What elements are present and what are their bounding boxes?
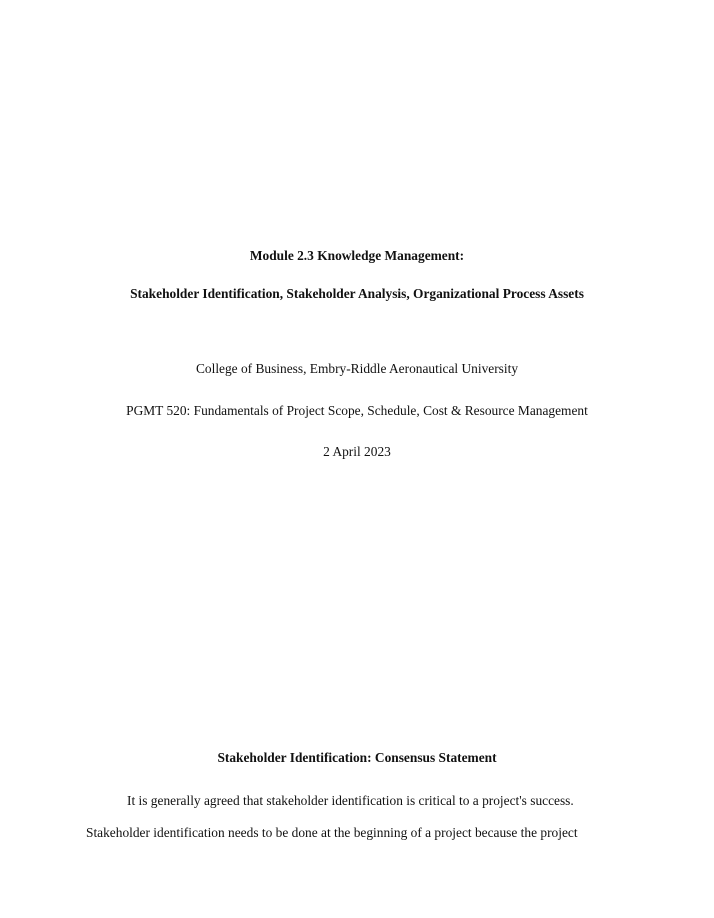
date-line: 2 April 2023 bbox=[323, 444, 391, 459]
course-line: PGMT 520: Fundamentals of Project Scope, Schedule, Cost & Resource Management bbox=[126, 403, 588, 418]
paragraph-line-1: It is generally agreed that stakeholder identification is critical to a project's success. bbox=[127, 793, 574, 808]
section-heading: Stakeholder Identification: Consensus Statement bbox=[217, 750, 497, 765]
title-line-1: Module 2.3 Knowledge Management: bbox=[249, 248, 465, 263]
institution-line: College of Business, Embry-Riddle Aeronautical University bbox=[195, 361, 519, 376]
title-line-2: Stakeholder Identification, Stakeholder Analysis, Organizational Process Assets bbox=[130, 286, 584, 301]
paragraph-line-2: Stakeholder identification needs to be done at the beginning of a project because the project bbox=[86, 825, 578, 840]
